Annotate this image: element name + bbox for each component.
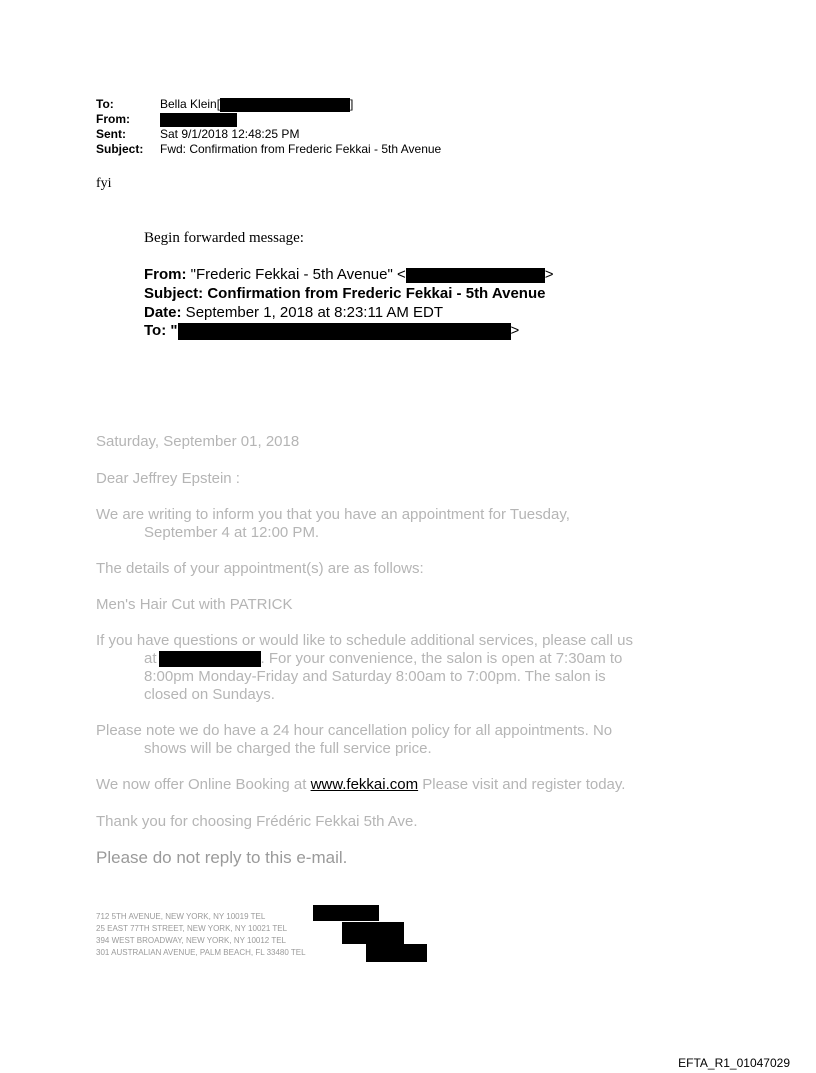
- address-line: [96, 947, 306, 959]
- fwd-to-close: >: [510, 322, 520, 339]
- redaction-box: [159, 651, 261, 667]
- address-line: [96, 923, 287, 935]
- redaction-box: [313, 905, 379, 921]
- fwd-to: [144, 321, 519, 340]
- cancel-line-1: Please note we do have a 24 hour cancellation policy for all appointments. No: [96, 722, 613, 739]
- to-value: [160, 97, 353, 112]
- from-value: [160, 112, 237, 127]
- appt-line-1: We are writing to inform you that you have an appointment for Tuesday,: [96, 506, 570, 523]
- address-line: [96, 935, 286, 947]
- details-intro: The details of your appointment(s) are as follows:: [96, 560, 424, 577]
- subject-value: Fwd: Confirmation from Frederic Fekkai - 5th Avenue: [160, 142, 442, 156]
- fwd-to-label: To:: [144, 322, 167, 339]
- online-suffix: Please visit and register today.: [418, 776, 626, 793]
- sent-value: Sat 9/1/2018 12:48:25 PM: [160, 127, 300, 141]
- forward-intro: Begin forwarded message:: [144, 230, 304, 246]
- thanks-line: Thank you for choosing Frédéric Fekkai 5th Ave.: [96, 813, 418, 830]
- note-text: fyi: [96, 176, 112, 191]
- service-line: Men's Hair Cut with PATRICK: [96, 596, 293, 613]
- questions-line-1: If you have questions or would like to schedule additional services, please call us: [96, 632, 633, 649]
- redaction-box: [178, 323, 511, 340]
- sent-label: Sent:: [96, 127, 126, 141]
- document-id: EFTA_R1_01047029: [678, 1056, 790, 1070]
- address-text: 394 WEST BROADWAY, NEW YORK, NY 10012 TEL: [96, 936, 286, 945]
- questions-line-4: closed on Sundays.: [144, 686, 275, 703]
- redaction-box: [220, 98, 350, 112]
- redaction-box: [160, 113, 237, 127]
- online-booking-line: [96, 776, 625, 794]
- fwd-from-label: From:: [144, 266, 187, 283]
- appointment-paragraph: [96, 506, 570, 542]
- greeting: Dear Jeffrey Epstein :: [96, 470, 240, 487]
- fwd-date-label: Date:: [144, 304, 182, 321]
- address-line: [96, 911, 265, 923]
- questions-line-3: 8:00pm Monday-Friday and Saturday 8:00am to 7:00pm. The salon is: [144, 668, 606, 685]
- cancel-line-2: shows will be charged the full service price.: [144, 740, 432, 757]
- to-label: To:: [96, 97, 114, 111]
- fwd-date-value: September 1, 2018 at 8:23:11 AM EDT: [181, 304, 444, 321]
- redaction-box: [366, 944, 427, 962]
- noreply-notice: Please do not reply to this e-mail.: [96, 848, 348, 867]
- subject-label: Subject:: [96, 142, 144, 156]
- questions-at: at: [144, 650, 157, 667]
- address-text: 301 AUSTRALIAN AVENUE, PALM BEACH, FL 33480 TEL: [96, 948, 306, 957]
- fwd-subject-line: Subject: Confirmation from Frederic Fekkai - 5th Avenue: [144, 285, 546, 302]
- questions-paragraph: [96, 632, 633, 704]
- fwd-subject: [144, 284, 545, 303]
- questions-line-2b: . For your convenience, the salon is open at 7:30am to: [260, 650, 623, 667]
- address-text: 25 EAST 77TH STREET, NEW YORK, NY 10021 TEL: [96, 924, 288, 933]
- redaction-box: [342, 922, 404, 944]
- fwd-from-close: >: [544, 266, 554, 283]
- fwd-from: [144, 265, 554, 284]
- fwd-from-value: "Frederic Fekkai - 5th Avenue" <: [186, 266, 406, 283]
- fwd-date: [144, 303, 443, 322]
- address-text: 712 5TH AVENUE, NEW YORK, NY 10019 TEL: [96, 912, 266, 921]
- online-prefix: We now offer Online Booking at: [96, 776, 311, 793]
- questions-line-2: [96, 650, 633, 668]
- redaction-box: [406, 268, 545, 283]
- fwd-to-open: ": [166, 322, 178, 339]
- cancellation-paragraph: [96, 722, 612, 758]
- to-close: ]: [350, 97, 354, 111]
- message-date: Saturday, September 01, 2018: [96, 433, 300, 450]
- from-label: From:: [96, 112, 130, 126]
- to-name: Bella Klein[: [160, 97, 221, 111]
- fekkai-link[interactable]: www.fekkai.com: [310, 776, 419, 793]
- appt-line-2: September 4 at 12:00 PM.: [144, 524, 320, 541]
